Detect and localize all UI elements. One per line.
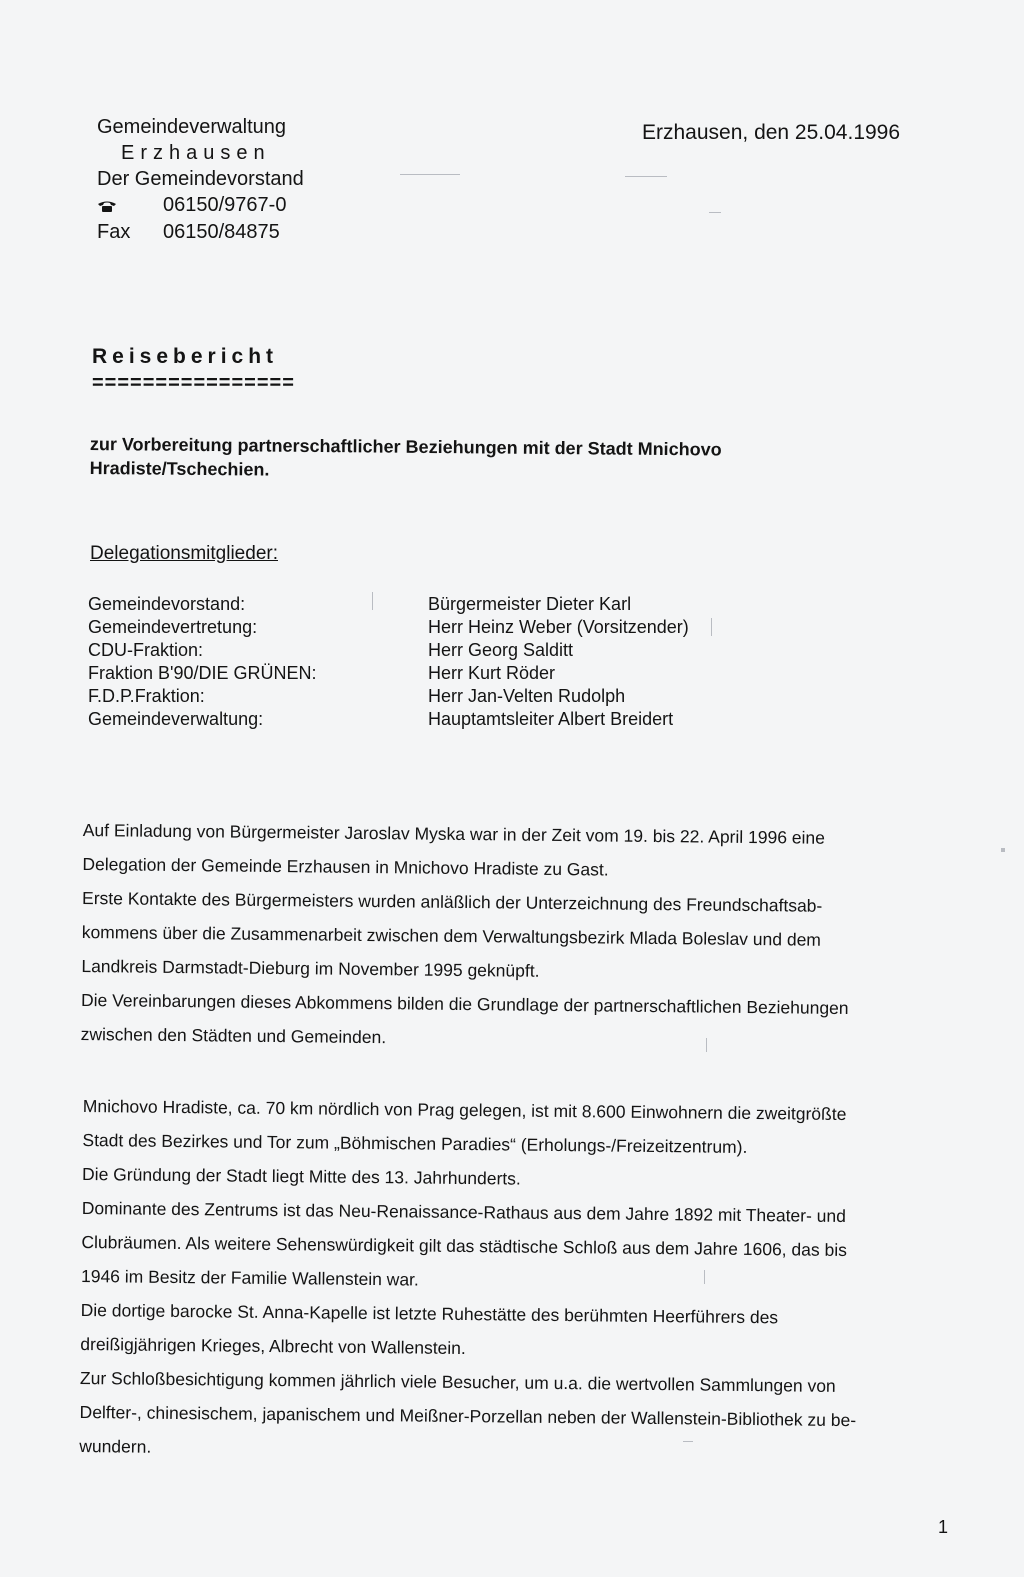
sender-block <box>97 114 304 245</box>
scan-artifact <box>1001 848 1005 852</box>
member-role: F.D.P.Fraktion: <box>88 686 205 706</box>
report-title: Reisebericht <box>92 345 279 368</box>
member-name: Hauptamtsleiter Albert Breidert <box>428 709 674 729</box>
paragraph-town-description <box>79 1089 933 1472</box>
text-line: Delegation der Gemeinde Erzhausen in Mnichovo Hradiste zu Gast. <box>82 853 609 880</box>
scan-artifact <box>683 1441 693 1442</box>
delegation-members <box>88 593 689 731</box>
telephone-icon <box>97 200 117 212</box>
member-row <box>88 685 689 708</box>
scan-artifact <box>711 618 712 636</box>
text-line: Landkreis Darmstadt-Dieburg im November 1995 geknüpft. <box>81 955 540 981</box>
member-role: Gemeindeverwaltung: <box>88 709 264 729</box>
text-line: Auf Einladung von Bürgermeister Jaroslav Myska war in der Zeit vom 19. bis 22. April 1996 eine <box>82 819 826 848</box>
report-title-underline: ================ <box>92 372 295 394</box>
phone-label <box>97 192 163 219</box>
member-name: Herr Kurt Röder <box>428 663 556 683</box>
member-role: CDU-Fraktion: <box>88 640 204 660</box>
paragraph-invitation <box>81 813 933 1060</box>
text-line: Clubräumen. Als weitere Sehenswürdigkeit gilt das städtische Schloß aus dem Jahre 1606, das bis <box>81 1231 848 1261</box>
scan-artifact <box>625 176 667 177</box>
delegation-heading: Delegationsmitglieder: <box>90 543 278 564</box>
member-name: Herr Heinz Weber (Vorsitzender) <box>428 617 689 637</box>
member-name: Herr Georg Salditt <box>428 640 574 660</box>
member-row <box>88 708 689 731</box>
member-row <box>88 662 689 685</box>
fax-line <box>97 219 304 245</box>
text-line: kommens über die Zusammenarbeit zwischen dem Verwaltungsbezirk Mlada Boleslav und dem <box>81 921 822 950</box>
text-line: Mnichovo Hradiste, ca. 70 km nördlich von Prag gelegen, ist mit 8.600 Einwohnern die zweitgrößte <box>82 1095 847 1124</box>
phone-line <box>97 192 304 219</box>
text-line: Die Gründung der Stadt liegt Mitte des 13. Jahrhunderts. <box>82 1163 521 1189</box>
scan-artifact <box>709 212 721 213</box>
text-line: Zur Schloßbesichtigung kommen jährlich viele Besucher, um u.a. die wertvollen Sammlungen von <box>79 1367 836 1396</box>
sender-town: Erzhausen <box>121 142 271 164</box>
member-row <box>88 616 689 639</box>
text-line: dreißigjährigen Krieges, Albrecht von Wallenstein. <box>80 1333 466 1359</box>
page-number: 1 <box>938 1517 949 1537</box>
scan-artifact <box>372 592 373 610</box>
place-date: Erzhausen, den 25.04.1996 <box>642 121 901 144</box>
member-role: Gemeindevertretung: <box>88 617 258 637</box>
sender-department: Der Gemeindevorstand <box>97 168 304 190</box>
text-line: Delfter-, chinesischem, japanischem und Meißner-Porzellan neben der Wallenstein-Bibliothek zu be- <box>79 1401 857 1431</box>
scan-artifact <box>706 1038 707 1052</box>
scan-artifact <box>400 174 460 175</box>
member-role: Gemeindevorstand: <box>88 594 246 614</box>
member-name: Herr Jan-Velten Rudolph <box>428 686 626 706</box>
text-line: zwischen den Städten und Gemeinden. <box>80 1023 387 1048</box>
text-line: Erste Kontakte des Bürgermeisters wurden anläßlich der Unterzeichnung des Freundschaftsab- <box>82 887 823 916</box>
text-line: 1946 im Besitz der Familie Wallenstein war. <box>80 1265 419 1290</box>
text-line: Dominante des Zentrums ist das Neu-Renaissance-Rathaus aus dem Jahre 1892 mit Theater- und <box>81 1197 847 1226</box>
member-row <box>88 593 689 616</box>
text-line: Die Vereinbarungen dieses Abkommens bilden die Grundlage der partnerschaftlichen Beziehungen <box>80 989 849 1019</box>
member-row <box>88 639 689 662</box>
fax-label: Fax <box>97 221 131 243</box>
report-subject: zur Vorbereitung partnerschaftlicher Beziehungen mit der Stadt Mnichovo Hradiste/Tschechien. <box>89 433 722 480</box>
member-role: Fraktion B'90/DIE GRÜNEN: <box>88 663 317 683</box>
phone-number: 06150/9767-0 <box>163 194 287 216</box>
text-line: Die dortige barocke St. Anna-Kapelle ist letzte Ruhestätte des berühmten Heerführers des <box>80 1299 779 1328</box>
sender-organization: Gemeindeverwaltung <box>97 116 286 138</box>
scan-artifact <box>704 1270 705 1284</box>
fax-number: 06150/84875 <box>163 221 280 243</box>
member-name: Bürgermeister Dieter Karl <box>428 594 632 614</box>
text-line: Stadt des Bezirkes und Tor zum „Böhmischen Paradies“ (Erholungs-/Freizeitzentrum). <box>82 1129 748 1157</box>
text-line: wundern. <box>79 1435 152 1457</box>
